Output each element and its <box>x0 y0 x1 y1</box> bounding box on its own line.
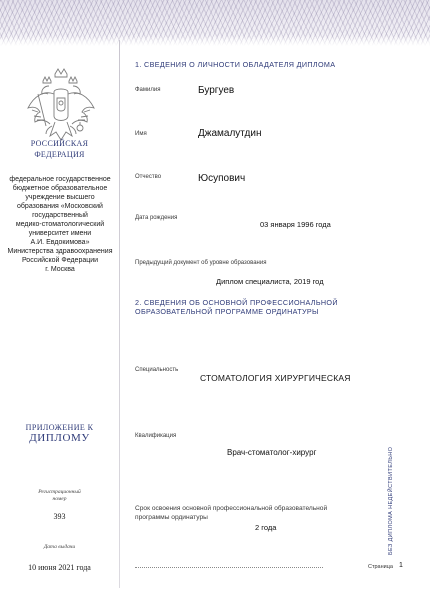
validity-note: БЕЗ ДИПЛОМА НЕДЕЙСТВИТЕЛЬНО <box>388 446 394 555</box>
org-line: А.И. Евдокимова» <box>30 239 90 246</box>
org-line: бюджетное образовательное <box>12 185 108 192</box>
footer-dotted-line <box>135 567 323 568</box>
registration-number-label <box>0 489 119 503</box>
issue-date: 10 июня 2021 года <box>28 563 91 572</box>
page-number: 1 <box>399 562 403 569</box>
qualification-value: Врач-стоматолог-хирург <box>227 448 317 457</box>
left-panel <box>0 40 119 592</box>
country-name <box>0 138 119 160</box>
org-line: государственный <box>32 212 88 219</box>
section-2-title-line-1: 2. СВЕДЕНИЯ ОБ ОСНОВНОЙ ПРОФЕССИОНАЛЬНОЙ <box>135 298 338 307</box>
patronymic-value: Юсупович <box>198 173 246 184</box>
qualification-label: Квалификация <box>135 433 177 439</box>
appendix-line-1: ПРИЛОЖЕНИЕ К <box>25 423 94 432</box>
appendix-heading <box>0 423 119 443</box>
right-panel <box>120 40 430 592</box>
reg-label-line-2: номер <box>52 496 67 502</box>
org-line: учреждение высшего <box>25 194 95 201</box>
country-line-2: ФЕДЕРАЦИЯ <box>34 150 85 159</box>
previous-document-label: Предыдущий документ об уровне образования <box>135 260 267 266</box>
specialty-value: СТОМАТОЛОГИЯ ХИРУРГИЧЕСКАЯ <box>200 373 351 383</box>
reg-label-line-1: Регистрационный <box>38 489 81 495</box>
country-line-1: РОССИЙСКАЯ <box>30 139 89 148</box>
specialty-label: Специальность <box>135 367 179 373</box>
birth-date-value: 03 января 1996 года <box>260 220 331 229</box>
surname-label: Фамилия <box>135 87 161 93</box>
surname-value: Бургуев <box>198 85 235 96</box>
org-line: медико-стоматологический <box>15 221 105 228</box>
org-line: образования «Московский <box>17 203 103 210</box>
issue-date-label: Дата выдачи <box>43 544 76 550</box>
registration-number: 393 <box>53 512 66 521</box>
org-line: Российской Федерации <box>21 257 99 264</box>
org-line: Министерства здравоохранения <box>7 248 113 255</box>
org-line: университет имени <box>28 230 92 237</box>
name-value: Джамалутдин <box>198 128 262 139</box>
program-term-value: 2 года <box>255 523 277 532</box>
org-line: г. Москва <box>45 266 75 273</box>
birth-date-label: Дата рождения <box>135 215 178 221</box>
org-line: федеральное государственное <box>9 176 111 183</box>
organization-name <box>2 175 118 274</box>
page-label: Страница <box>368 564 393 570</box>
patronymic-label: Отчество <box>135 174 162 180</box>
program-term-label-line-1: Срок освоения основной профессиональной образовательной <box>135 505 328 512</box>
previous-document-value: Диплом специалиста, 2019 год <box>216 277 324 286</box>
name-label: Имя <box>135 131 147 137</box>
section-1-title: 1. СВЕДЕНИЯ О ЛИЧНОСТИ ОБЛАДАТЕЛЯ ДИПЛОМА <box>135 60 336 69</box>
program-term-label <box>135 504 327 522</box>
section-2-title-line-2: ОБРАЗОВАТЕЛЬНОЙ ПРОГРАММЕ ОРДИНАТУРЫ <box>135 307 319 316</box>
section-2-title <box>135 298 338 316</box>
appendix-line-2: ДИПЛОМУ <box>29 432 90 444</box>
program-term-label-line-2: программы ординатуры <box>135 514 208 521</box>
